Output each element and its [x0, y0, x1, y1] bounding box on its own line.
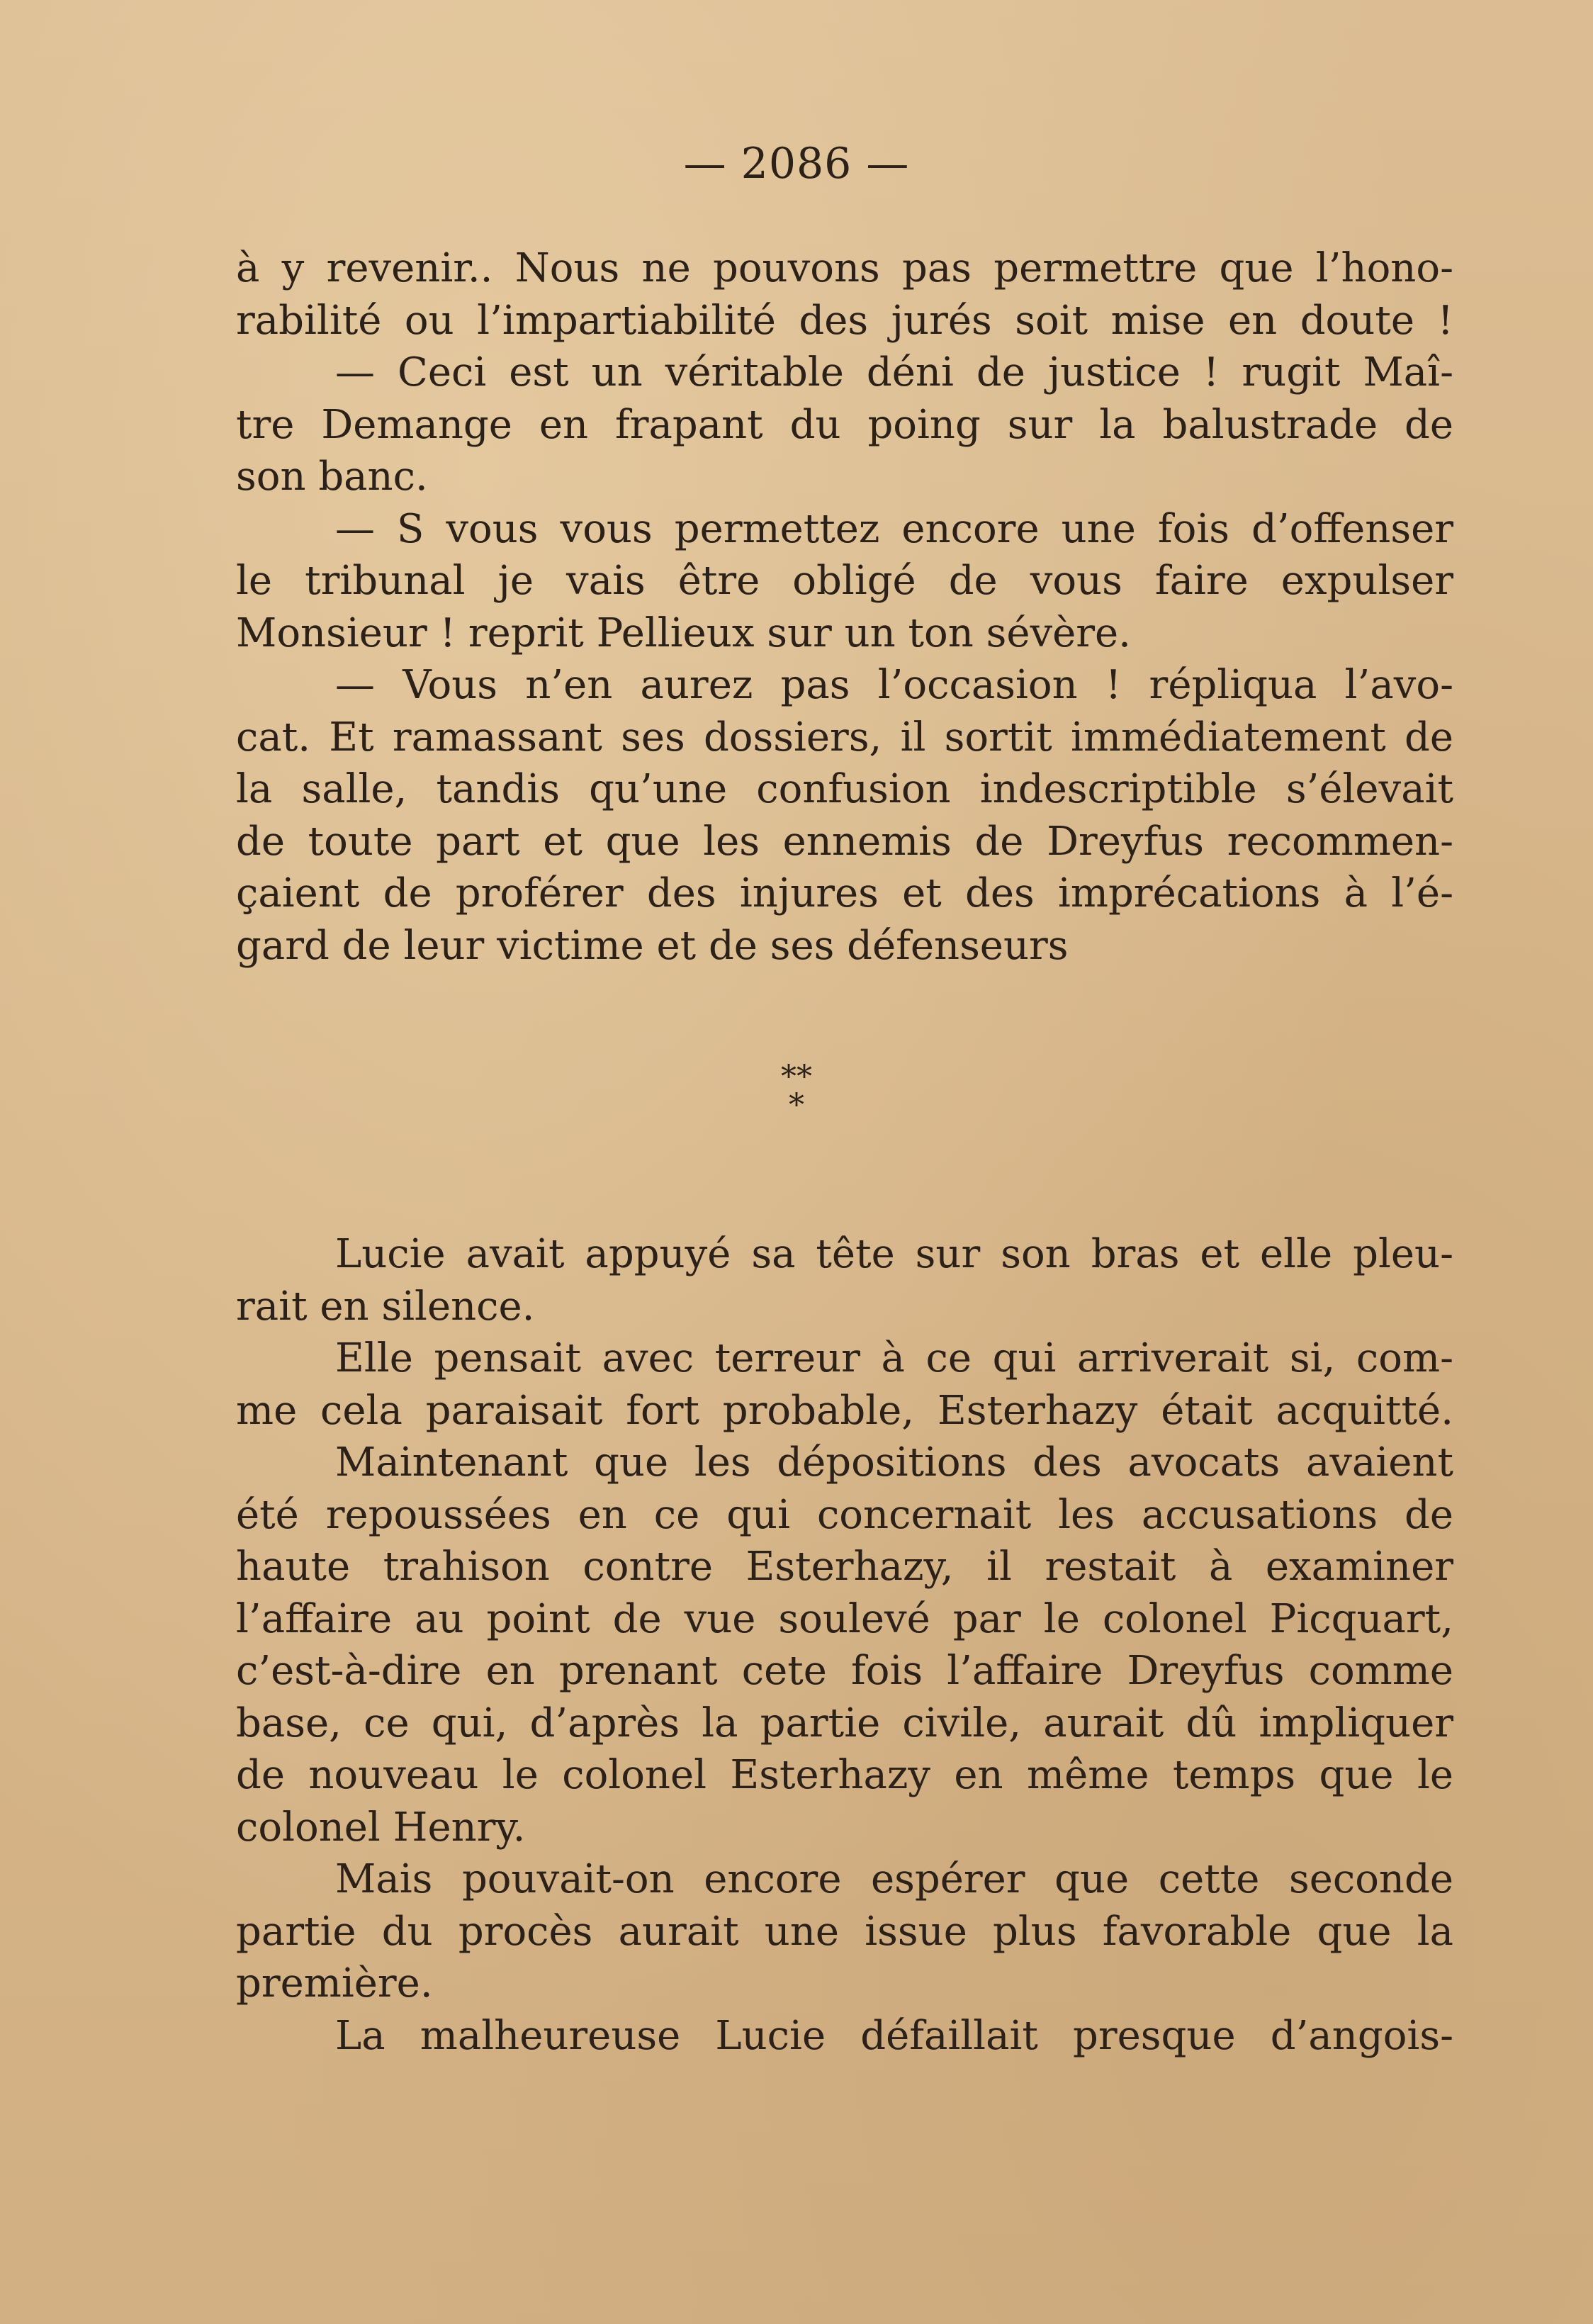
text-line: de toute part et que les ennemis de Dreyfus recommen-	[236, 818, 1453, 865]
text-line: rait en silence.	[236, 1283, 535, 1330]
text-line: partie du procès aurait une issue plus favorable que la	[236, 1908, 1453, 1955]
text-line: me cela paraisait fort probable, Esterhazy était acquitté.	[236, 1387, 1453, 1434]
text-line: Monsieur ! reprit Pellieux sur un ton sévère.	[236, 610, 1131, 656]
text-line: haute trahison contre Esterhazy, il restait à examiner	[236, 1544, 1453, 1590]
text-line: son banc.	[236, 454, 428, 500]
text-line: Maintenant que les dépositions des avocats avaient	[335, 1439, 1453, 1486]
separator-asterisks-top: **	[781, 1059, 812, 1095]
page-number: — 2086 —	[683, 139, 910, 189]
text-block-lucie	[236, 1228, 1453, 2062]
text-line: colonel Henry.	[236, 1804, 526, 1851]
text-line: Lucie avait appuyé sa tête sur son bras et elle pleu-	[335, 1231, 1453, 1277]
text-line: gard de leur victime et de ses défenseurs	[236, 922, 1069, 969]
text-block-courtroom	[236, 242, 1453, 972]
text-line: été repoussées en ce qui concernait les accusations de	[236, 1491, 1453, 1538]
text-line: cat. Et ramassant ses dossiers, il sortit immédiatement de	[236, 714, 1453, 760]
text-line: première.	[236, 1960, 433, 2006]
text-line: c’est-à-dire en prenant cete fois l’affaire Dreyfus comme	[236, 1648, 1453, 1694]
text-line: rabilité ou l’impartiabilité des jurés soit mise en doute !	[236, 297, 1453, 344]
text-line: tre Demange en frapant du poing sur la balustrade de	[236, 401, 1453, 448]
text-line: à y revenir.. Nous ne pouvons pas permettre que l’hono-	[236, 245, 1453, 291]
text-line: la salle, tandis qu’une confusion indescriptible s’élevait	[236, 766, 1453, 812]
separator-asterisk-bottom: *	[789, 1087, 804, 1123]
text-line: le tribunal je vais être obligé de vous faire expulser	[236, 558, 1453, 604]
text-line: — S vous vous permettez encore une fois d’offenser	[335, 505, 1453, 552]
text-line: base, ce qui, d’après la partie civile, aurait dû impliquer	[236, 1700, 1453, 1746]
section-separator	[0, 1059, 1593, 1123]
text-line: Elle pensait avec terreur à ce qui arriverait si, com-	[335, 1335, 1453, 1381]
text-line: de nouveau le colonel Esterhazy en même temps que le	[236, 1752, 1453, 1798]
text-line: Mais pouvait-on encore espérer que cette seconde	[335, 1856, 1453, 1902]
text-line: — Ceci est un véritable déni de justice ! rugit Maî-	[335, 349, 1453, 395]
text-line: çaient de proférer des injures et des imprécations à l’é-	[236, 870, 1453, 916]
text-line: La malheureuse Lucie défaillait presque d’angois-	[335, 2012, 1453, 2059]
text-line: l’affaire au point de vue soulevé par le colonel Picquart,	[236, 1595, 1453, 1642]
text-line: — Vous n’en aurez pas l’occasion ! répliqua l’avo-	[335, 662, 1453, 708]
